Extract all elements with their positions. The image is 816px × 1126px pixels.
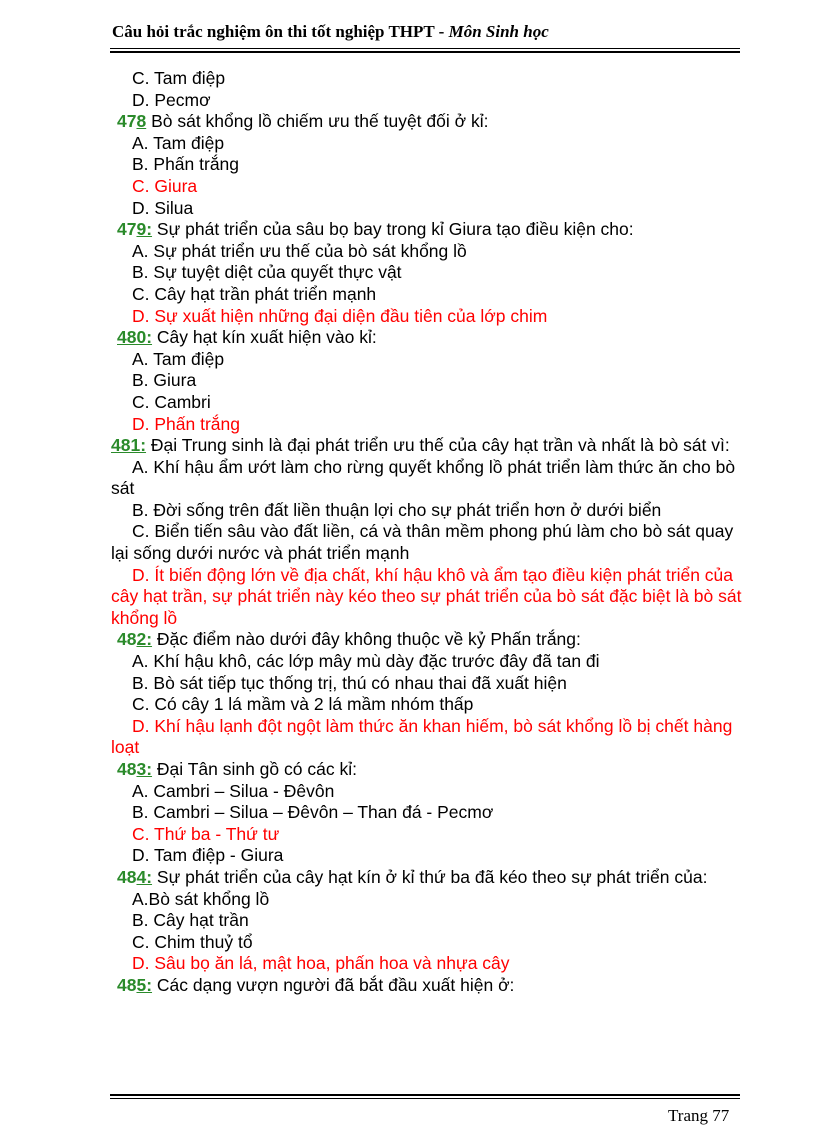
question-number: 482: [117,629,153,650]
option: B. Đời sống trên đất liền thuận lợi cho sự phát triển hơn ở dưới biển [132,499,662,520]
option: C. Cambri [132,391,211,412]
option: A. Sự phát triển ưu thế của bò sát khổng lồ [132,240,467,261]
option: A. Khí hậu khô, các lớp mây mù dày đặc trước đây đã tan đi [132,651,600,672]
question-479: 479: Sự phát triển của sâu bọ bay trong kỉ Giura tạo điều kiện cho: [117,219,634,240]
question-number: 481: [111,435,147,456]
option-correct: D. Sự xuất hiện những đại diện đầu tiên của lớp chim [132,305,548,326]
option-correct: C. Giura [132,175,198,196]
header-title: Câu hỏi trắc nghiệm ôn thi tốt nghiệp THPT [112,22,435,41]
question-number: 485: [117,974,153,995]
question-number: 478 [117,111,147,132]
question-number: 480: [117,327,153,348]
option: A. Cambri – Silua - Đêvôn [132,780,335,801]
option: B. Cây hạt trần [132,910,249,931]
option: B. Phấn trắng [132,154,240,175]
footer-rule-thin [110,1098,740,1099]
question-number: 483: [117,759,153,779]
page-header: Câu hỏi trắc nghiệm ôn thi tốt nghiệp THPT - Môn Sinh học [112,22,549,41]
option: D. Pecmơ [132,89,211,110]
question-list [111,68,751,997]
option: D. Tam điệp - Giura [132,845,284,866]
option: A. Tam điệp [132,348,225,369]
option: D. Silua [132,197,194,218]
option: B. Bò sát tiếp tục thống trị, thú có nhau thai đã xuất hiện [132,672,567,693]
option: B. Giura [132,370,197,391]
question-482: 482: Đặc điểm nào dưới đây không thuộc về kỷ Phấn trắng: [117,629,581,650]
option-correct: D. Khí hậu lạnh đột ngột làm thức ăn khan hiếm, bò sát khổng lồ bị chết hàng loạt [111,715,733,758]
header-rule-thick [110,51,740,53]
option: C. Chim thuỷ tổ [132,931,253,952]
option: C. Biển tiến sâu vào đất liền, cá và thân mềm phong phú làm cho bò sát quay lại sống dưới nước và phát triển mạnh [111,521,734,564]
option-correct: C. Thứ ba - Thứ tư [132,823,280,844]
question-number: 479: [117,219,153,240]
header-subject: Môn Sinh học [448,22,549,41]
question-480: 480: Cây hạt kín xuất hiện vào kỉ: [117,327,377,348]
option-correct: D. Ít biến động lớn về địa chất, khí hậu khô và ẩm tạo điều kiện phát triển của cây hạt trần, sự phát triển này kéo theo sự phát triển của bò sát đặc biệt là bò sát khổng lồ [111,564,742,628]
question-481: 481: Đại Trung sinh là đại phát triển ưu thế của cây hạt trần và nhất là bò sát vì: [111,435,730,456]
option: B. Cambri – Silua – Đêvôn – Than đá - Pecmơ [132,802,494,823]
option: C. Tam điệp [132,68,226,88]
option: A.Bò sát khổng lồ [132,888,270,909]
option: C. Cây hạt trần phát triển mạnh [132,283,377,304]
option-correct: D. Phấn trắng [132,413,240,434]
question-485: 485: Các dạng vượn người đã bắt đầu xuất hiện ở: [117,974,515,995]
option: B. Sự tuyệt diệt của quyết thực vật [132,262,402,283]
option-correct: D. Sâu bọ ăn lá, mật hoa, phấn hoa và nhựa cây [132,953,510,974]
question-478: 478 Bò sát khổng lồ chiếm ưu thế tuyệt đối ở kỉ: [117,111,489,132]
header-rule-thin [110,48,740,49]
question-483: 483: Đại Tân sinh gồ có các kỉ: [117,759,357,779]
footer-rule-thick [110,1094,740,1096]
question-484: 484: Sự phát triển của cây hạt kín ở kỉ thứ ba đã kéo theo sự phát triển của: [117,866,708,887]
option: C. Có cây 1 lá mầm và 2 lá mầm nhóm thấp [132,694,474,715]
option: A. Tam điệp [132,132,225,153]
question-number: 484: [117,866,153,887]
page-number: Trang 77 [668,1106,730,1125]
option: A. Khí hậu ẩm ướt làm cho rừng quyết khổng lồ phát triển làm thức ăn cho bò sát [111,456,736,499]
